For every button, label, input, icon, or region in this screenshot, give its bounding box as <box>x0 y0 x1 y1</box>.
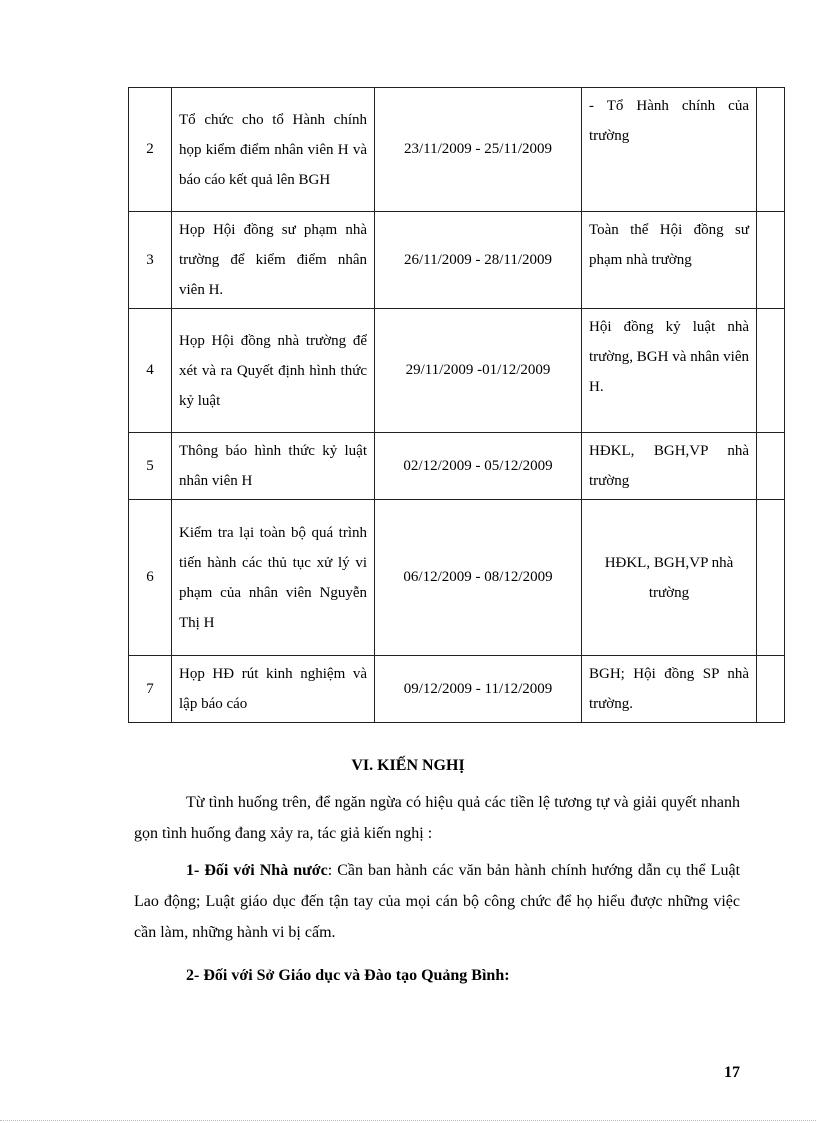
row-note <box>757 309 785 433</box>
plan-table <box>128 87 785 723</box>
row-number: 4 <box>129 309 172 433</box>
section-heading: VI. KIẾN NGHỊ <box>351 757 465 774</box>
recommendation-1-label: 1- Đối với Nhà nước <box>186 862 328 879</box>
table-row <box>129 88 785 212</box>
row-note <box>757 656 785 723</box>
row-responsible: BGH; Hội đồng SP nhà trường. <box>582 656 757 723</box>
row-responsible: HĐKL, BGH,VP nhà trường <box>582 500 757 656</box>
row-number: 7 <box>129 656 172 723</box>
recommendation-2-label: 2- Đối với Sở Giáo dục và Đào tạo Quảng Bình: <box>186 967 510 984</box>
row-date: 26/11/2009 - 28/11/2009 <box>375 212 582 309</box>
row-note <box>757 88 785 212</box>
recommendation-1-text: : Cần ban hành các văn bản hành chính hướng dẫn cụ thể Luật Lao động; Luật giáo dục đến tận tay của mọi cán bộ công chức để họ hiểu được những việc cần làm, những hành vi bị cấm. <box>134 862 741 941</box>
table-row <box>129 212 785 309</box>
table-row <box>129 309 785 433</box>
row-date: 09/12/2009 - 11/12/2009 <box>375 656 582 723</box>
row-note <box>757 433 785 500</box>
row-task: Kiểm tra lại toàn bộ quá trình tiến hành các thủ tục xử lý vi phạm của nhân viên Nguyễn Thị H <box>172 500 375 656</box>
row-number: 6 <box>129 500 172 656</box>
table-row <box>129 433 785 500</box>
row-date: 06/12/2009 - 08/12/2009 <box>375 500 582 656</box>
row-task: Tổ chức cho tổ Hành chính họp kiểm điểm nhân viên H và báo cáo kết quả lên BGH <box>172 88 375 212</box>
table-row <box>129 500 785 656</box>
page-number: 17 <box>724 1064 740 1081</box>
row-number: 3 <box>129 212 172 309</box>
row-task: Thông báo hình thức kỷ luật nhân viên H <box>172 433 375 500</box>
row-task: Họp HĐ rút kinh nghiệm và lập báo cáo <box>172 656 375 723</box>
recommendation-1 <box>134 855 740 948</box>
row-responsible: - Tổ Hành chính của trường <box>582 88 757 212</box>
row-date: 02/12/2009 - 05/12/2009 <box>375 433 582 500</box>
row-number: 5 <box>129 433 172 500</box>
intro-paragraph: Từ tình huống trên, để ngăn ngừa có hiệu quả các tiền lệ tương tự và giải quyết nhanh gọn tình huống đang xảy ra, tác giả kiến nghị : <box>134 794 740 842</box>
row-number: 2 <box>129 88 172 212</box>
row-task: Họp Hội đồng sư phạm nhà trường để kiểm điểm nhân viên H. <box>172 212 375 309</box>
table-row <box>129 656 785 723</box>
row-responsible: Hội đồng kỷ luật nhà trường, BGH và nhân viên H. <box>582 309 757 433</box>
row-responsible: Toàn thể Hội đồng sư phạm nhà trường <box>582 212 757 309</box>
row-date: 29/11/2009 -01/12/2009 <box>375 309 582 433</box>
footer-divider <box>0 1120 816 1121</box>
row-responsible: HĐKL, BGH,VP nhà trường <box>582 433 757 500</box>
row-note <box>757 500 785 656</box>
row-task: Họp Hội đồng nhà trường để xét và ra Quyết định hình thức kỷ luật <box>172 309 375 433</box>
row-date: 23/11/2009 - 25/11/2009 <box>375 88 582 212</box>
row-note <box>757 212 785 309</box>
